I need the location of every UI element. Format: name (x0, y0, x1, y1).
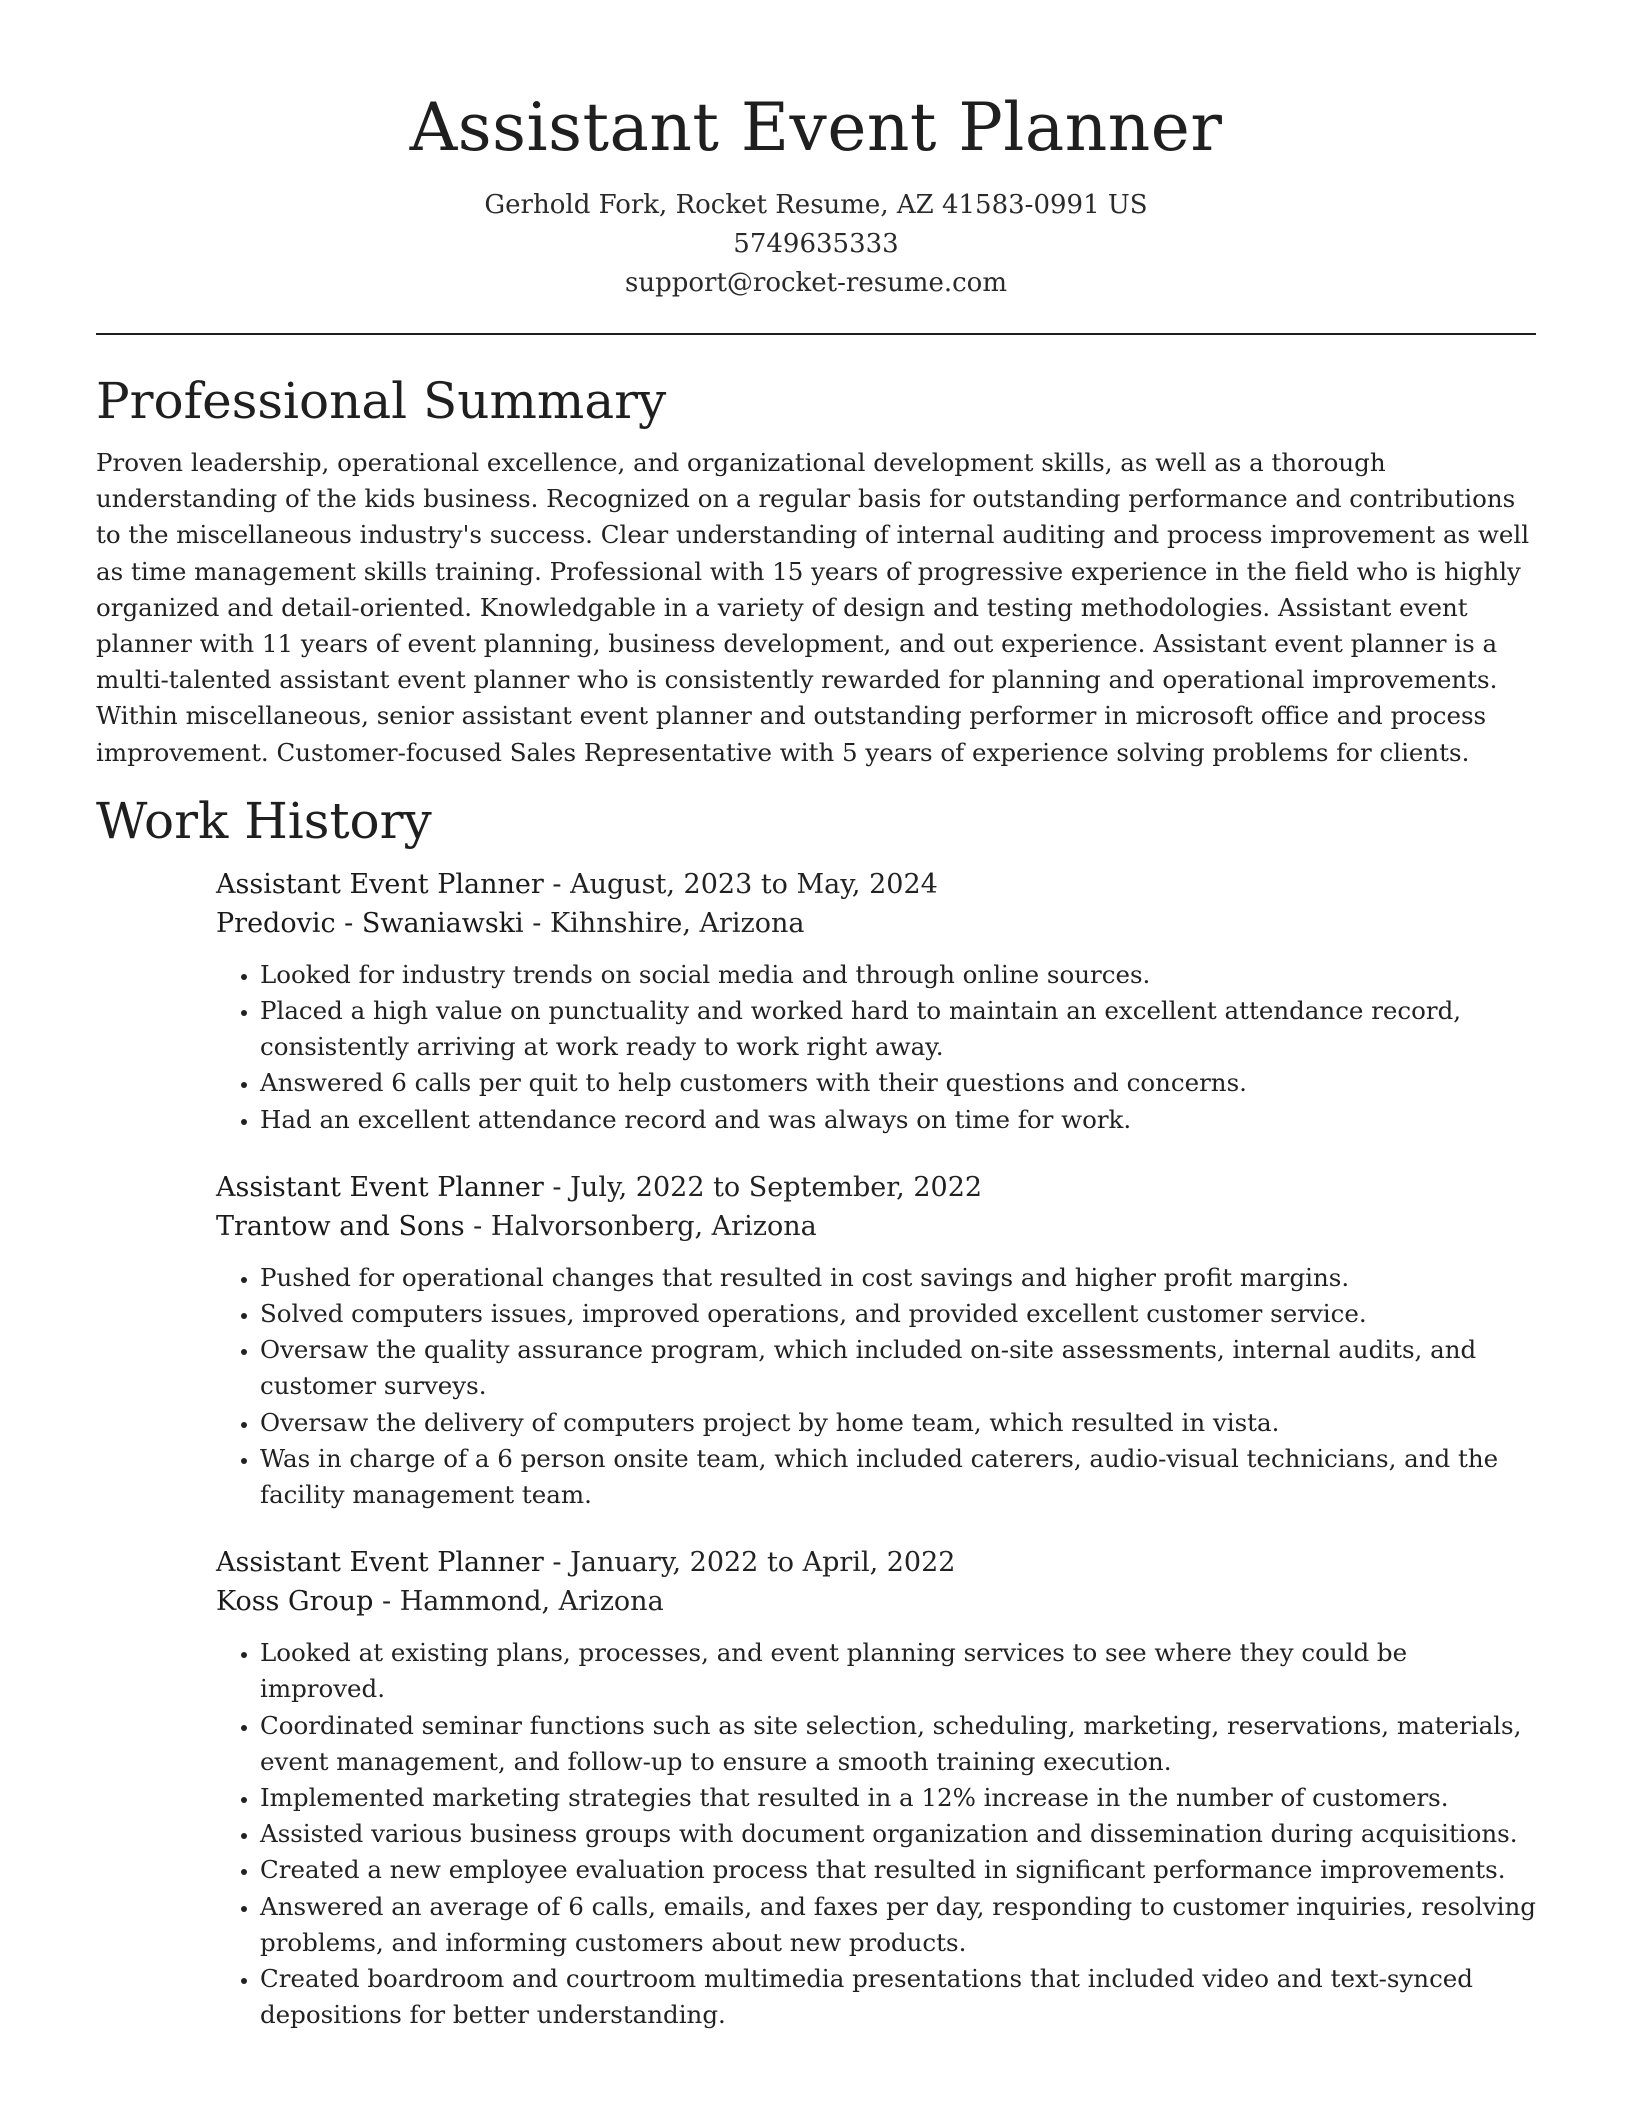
job-company-line (216, 1582, 1536, 1621)
resume-header (96, 80, 1536, 303)
job-role: Assistant Event Planner (216, 1547, 544, 1579)
job-bullet: • Placed a high value on punctuality and worked hard to maintain an excellent attendance record, consistently arriving at work ready to work right away. (260, 993, 1536, 1065)
header-divider (96, 333, 1536, 335)
job-title-line (216, 865, 1536, 904)
job-bullet: • Assisted various business groups with document organization and dissemination during acquisitions. (260, 1816, 1536, 1852)
job-title-line (216, 1543, 1536, 1582)
job-bullet: • Answered 6 calls per quit to help customers with their questions and concerns. (260, 1065, 1536, 1101)
job-company-line (216, 1207, 1536, 1246)
job-bullet: • Created a new employee evaluation process that resulted in significant performance improvements. (260, 1852, 1536, 1888)
job-bullets (216, 1260, 1536, 1513)
job-role: Assistant Event Planner (216, 868, 544, 900)
summary-heading: Professional Summary (96, 372, 667, 430)
job-bullet: • Oversaw the quality assurance program, which included on-site assessments, internal audits, and customer surveys. (260, 1332, 1536, 1404)
phone-line: 5749635333 (733, 229, 899, 259)
job-bullet: • Created boardroom and courtroom multimedia presentations that included video and text-synced depositions for better understanding. (260, 1961, 1536, 2033)
job-bullet: • Coordinated seminar functions such as site selection, scheduling, marketing, reservations, materials, event management, and follow-up to ensure a smooth training execution. (260, 1708, 1536, 1780)
resume-page (96, 80, 1536, 2034)
job-bullet: • Was in charge of a 6 person onsite team, which included caterers, audio-visual technicians, and the facility management team. (260, 1441, 1536, 1513)
job-bullet: • Solved computers issues, improved operations, and provided excellent customer service. (260, 1296, 1536, 1332)
job-bullet: • Implemented marketing strategies that resulted in a 12% increase in the number of customers. (260, 1780, 1536, 1816)
job-company: Trantow and Sons (216, 1210, 465, 1242)
candidate-name: Assistant Event Planner (409, 89, 1223, 166)
job-bullet: • Pushed for operational changes that resulted in cost savings and higher profit margins. (260, 1260, 1536, 1296)
summary-text: Proven leadership, operational excellence, and organizational development skills, as well as a thorough understanding of the kids business. Recognized on a regular basis for outstanding performance and contributions to the miscellaneous industry's success. Clear understanding of internal auditing and process improvement as well as time management skills training. Professional with 15 years of progressive experience in the field who is highly organized and detail-oriented. Knowledgable in a variety of design and testing methodologies. Assistant event planner with 11 years of event planning, business development, and out experience. Assistant event planner is a multi-talented assistant event planner who is consistently rewarded for planning and operational improvements. Within miscellaneous, senior assistant event planner and outstanding performer in microsoft office and process improvement. Customer-focused Sales Representative with 5 years of experience solving problems for clients. (96, 448, 1530, 767)
job-location: Kihnshire, Arizona (550, 907, 805, 939)
address-line: Gerhold Fork, Rocket Resume, AZ 41583-0991 US (484, 190, 1148, 220)
job-separator: - (532, 907, 550, 939)
job-separator: - (473, 1210, 491, 1242)
contact-info (96, 186, 1536, 303)
job-company: Predovic - Swaniawski (216, 907, 524, 939)
job-separator: - (552, 1547, 571, 1579)
job-bullets (216, 1635, 1536, 2033)
job-bullet: • Looked for industry trends on social media and through online sources. (260, 957, 1536, 993)
job-dates: January, 2022 to April, 2022 (570, 1547, 956, 1579)
job-separator: - (552, 1171, 571, 1203)
work-history-heading: Work History (96, 791, 432, 850)
job-dates: August, 2023 to May, 2024 (570, 868, 938, 900)
job-separator: - (552, 868, 571, 900)
job-bullets (216, 957, 1536, 1138)
job-location: Hammond, Arizona (399, 1586, 664, 1618)
job-bullet: • Had an excellent attendance record and was always on time for work. (260, 1102, 1536, 1138)
job-entry (216, 1543, 1536, 2033)
work-history-list (216, 865, 1536, 2034)
job-role: Assistant Event Planner (216, 1171, 544, 1203)
job-bullet: • Oversaw the delivery of computers project by home team, which resulted in vista. (260, 1405, 1536, 1441)
job-entry (216, 865, 1536, 1138)
job-dates: July, 2022 to September, 2022 (570, 1171, 983, 1203)
job-company-line (216, 904, 1536, 943)
job-bullet: • Looked at existing plans, processes, and event planning services to see where they could be improved. (260, 1635, 1536, 1707)
job-title-line (216, 1168, 1536, 1207)
job-separator: - (382, 1586, 400, 1618)
job-bullet: • Answered an average of 6 calls, emails, and faxes per day, responding to customer inquiries, resolving problems, and informing customers about new products. (260, 1889, 1536, 1961)
job-location: Halvorsonberg, Arizona (490, 1210, 817, 1242)
job-company: Koss Group (216, 1586, 374, 1618)
job-entry (216, 1168, 1536, 1513)
email-line: support@rocket-resume.com (624, 268, 1007, 298)
